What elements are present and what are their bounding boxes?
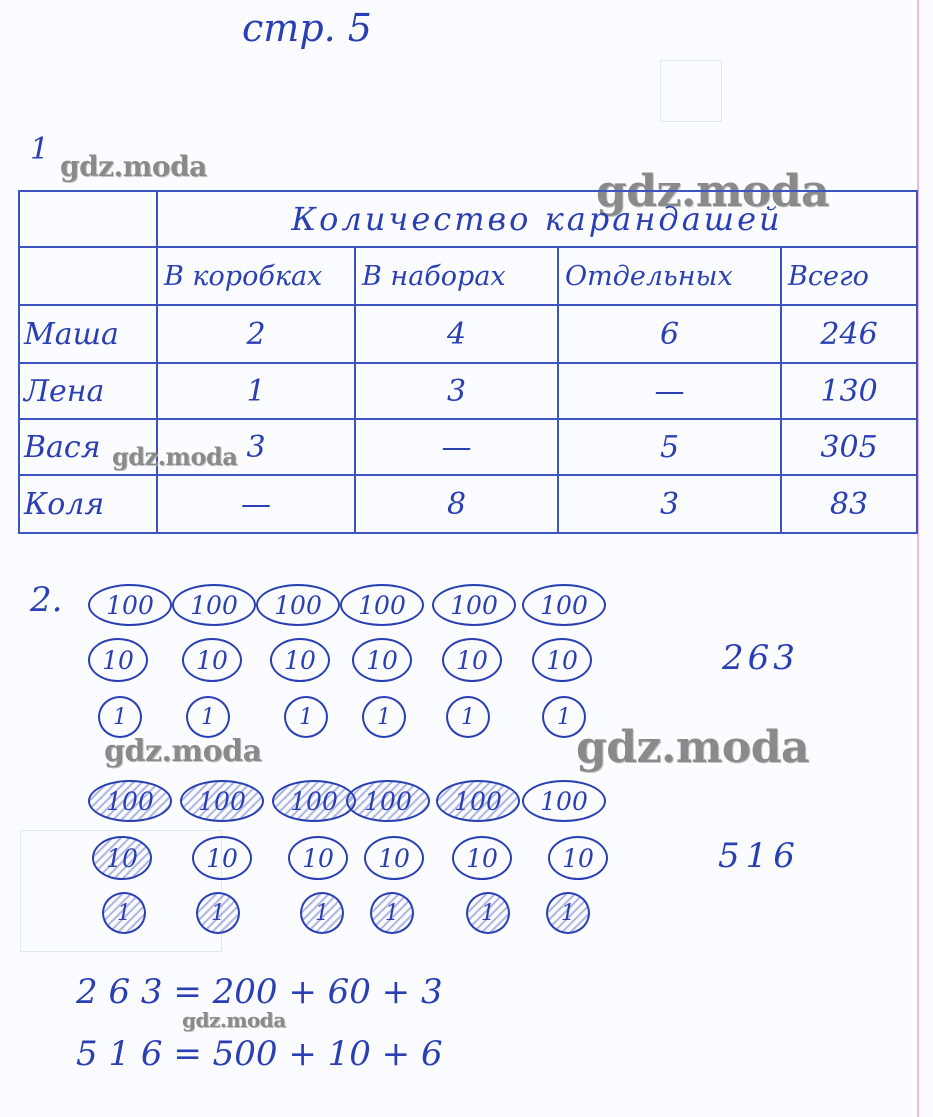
table-cell: 3: [355, 363, 558, 419]
one-coin: 1: [98, 696, 142, 738]
table-cell: 83: [781, 475, 917, 533]
ten-coin: 10: [192, 836, 252, 880]
one-coin: 1: [542, 696, 586, 738]
watermark: gdz.moda: [112, 442, 238, 471]
row-name: Вася: [19, 419, 157, 475]
one-coin-shaded: 1: [546, 892, 590, 934]
ten-coin-shaded: 10: [92, 836, 152, 880]
table-cell: 130: [781, 363, 917, 419]
task1-number: 1: [30, 132, 50, 167]
table-cell: 246: [781, 305, 917, 363]
hundred-coin-shaded: 100: [346, 780, 430, 822]
group2-total: 516: [718, 836, 801, 876]
ten-coin: 10: [288, 836, 348, 880]
table-cell: 305: [781, 419, 917, 475]
group1-total: 263: [722, 638, 799, 678]
hundred-coin-shaded: 100: [436, 780, 520, 822]
table-cell: 2: [157, 305, 355, 363]
table-cell: —: [558, 363, 781, 419]
task2-number: 2.: [30, 580, 63, 620]
one-coin: 1: [186, 696, 230, 738]
ten-coin: 10: [442, 638, 502, 682]
hundred-coin: 100: [522, 584, 606, 626]
ten-coin: 10: [364, 836, 424, 880]
hundred-coin: 100: [88, 584, 172, 626]
table-cell: 1: [157, 363, 355, 419]
table-cell: 8: [355, 475, 558, 533]
row-name: Лена: [19, 363, 157, 419]
column-header-sets: В наборах: [355, 247, 558, 305]
watermark: gdz.moda: [182, 1008, 286, 1032]
table-corner-cell: [19, 191, 157, 247]
table-cell: 4: [355, 305, 558, 363]
table-row: [19, 363, 917, 419]
column-header-boxes: В коробках: [157, 247, 355, 305]
one-coin: 1: [362, 696, 406, 738]
hundred-coin: 100: [172, 584, 256, 626]
watermark: gdz.moda: [576, 722, 810, 773]
one-coin-shaded: 1: [300, 892, 344, 934]
hundred-coin: 100: [432, 584, 516, 626]
table-cell: —: [355, 419, 558, 475]
one-coin-shaded: 1: [102, 892, 146, 934]
ten-coin: 10: [548, 836, 608, 880]
faint-grid-square: [660, 60, 722, 122]
table-cell: 5: [558, 419, 781, 475]
ten-coin: 10: [88, 638, 148, 682]
table-row: [19, 475, 917, 533]
one-coin: 1: [284, 696, 328, 738]
hundred-coin: 100: [256, 584, 340, 626]
table-cell: 3: [558, 475, 781, 533]
hundred-coin: 100: [340, 584, 424, 626]
table-row: [19, 305, 917, 363]
one-coin-shaded: 1: [370, 892, 414, 934]
one-coin-shaded: 1: [466, 892, 510, 934]
column-header-total: Всего: [781, 247, 917, 305]
ten-coin: 10: [452, 836, 512, 880]
ten-coin: 10: [532, 638, 592, 682]
row-name: Коля: [19, 475, 157, 533]
row-name: Маша: [19, 305, 157, 363]
hundred-coin-shaded: 100: [272, 780, 356, 822]
watermark: gdz.moda: [60, 150, 207, 183]
page-margin-line: [917, 0, 919, 1117]
hundred-coin-shaded: 100: [180, 780, 264, 822]
hundred-coin-shaded: 100: [88, 780, 172, 822]
table-cell: —: [157, 475, 355, 533]
watermark: gdz.moda: [596, 166, 830, 217]
one-coin: 1: [446, 696, 490, 738]
watermark: gdz.moda: [104, 734, 262, 769]
pencils-table: [18, 190, 918, 534]
ten-coin: 10: [352, 638, 412, 682]
equation-516: 5 1 6 = 500 + 10 + 6: [76, 1034, 443, 1074]
equation-263: 2 6 3 = 200 + 60 + 3: [76, 972, 443, 1012]
page-label: стр. 5: [242, 6, 372, 50]
one-coin-shaded: 1: [196, 892, 240, 934]
ten-coin: 10: [270, 638, 330, 682]
ten-coin: 10: [182, 638, 242, 682]
hundred-coin: 100: [522, 780, 606, 822]
table-title: Количество карандашей: [157, 191, 917, 247]
table-cell: 3: [157, 419, 355, 475]
table-cell: 6: [558, 305, 781, 363]
table-corner-cell: [19, 247, 157, 305]
column-header-loose: Отдельных: [558, 247, 781, 305]
